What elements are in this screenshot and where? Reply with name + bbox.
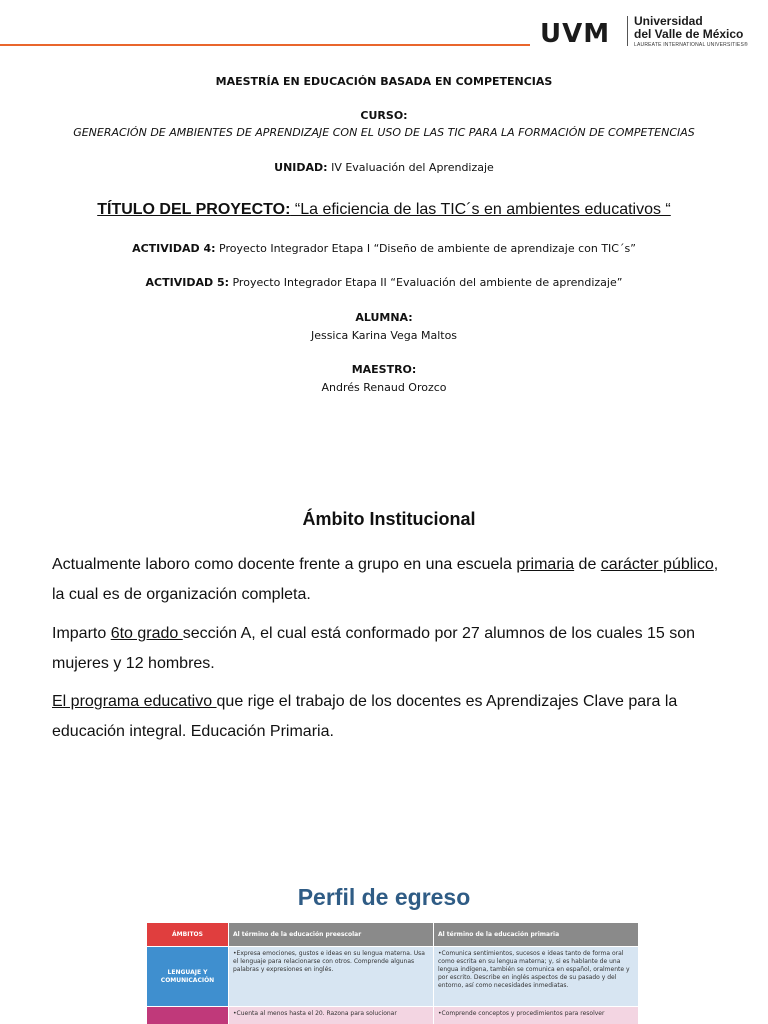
curso-name: GENERACIÓN DE AMBIENTES DE APRENDIZAJE CON EL USO DE LAS TIC PARA LA FORMACIÓN DE COMPETENCIAS [73,126,695,139]
logo-mark: UVM [540,19,611,49]
logo-name-line2: del Valle de México [634,27,744,41]
unidad-line [0,161,768,175]
row-ambito: LENGUAJE Y COMUNICACIÓN [147,947,229,1007]
paragraph-3 [52,687,722,747]
row-ambito [147,1007,229,1024]
alumna-name: Jessica Karina Vega Maltos [310,329,458,342]
header-primaria: Al término de la educación primaria [434,923,639,947]
p2-text-b: sección A, el cual está conformado por 27 alumnos de los cuales 15 son mujeres y 12 hombres. [52,625,696,672]
header-preescolar: Al término de la educación preescolar [229,923,434,947]
p2-text-a: Imparto [52,625,111,642]
header-ambitos: ÁMBITOS [147,923,229,947]
maestro-name: Andrés Renaud Orozco [321,381,447,394]
header-rule [0,44,530,46]
row-preescolar: •Expresa emociones, gustos e ideas en su lengua materna. Usa el lenguaje para relacionarse con otros. Comprende algunas palabras y expresiones en inglés. [229,947,434,1007]
p1-underline-caracter: carácter público [600,556,714,573]
row-primaria: •Comprende conceptos y procedimientos para resolver [434,1007,639,1024]
project-title-value: “La eficiencia de las TIC´s en ambientes educativos “ [290,201,671,218]
project-title-label: TÍTULO DEL PROYECTO: [97,201,291,218]
curso-label: CURSO: [360,109,408,122]
p1-underline-primaria: primaria [516,556,575,573]
paragraph-2 [52,619,722,679]
row-preescolar: •Cuenta al menos hasta el 20. Razona para solucionar [229,1007,434,1024]
maestro-label: MAESTRO: [351,363,417,376]
table-row [147,1007,639,1024]
actividad4-line [0,242,768,256]
p3-text-b: que rige el trabajo de los docentes es Aprendizajes Clave para la educación integral. Educación Primaria. [52,693,678,740]
unidad-value: IV Evaluación del Aprendizaje [327,161,494,174]
actividad5-value: Proyecto Integrador Etapa II “Evaluación del ambiente de aprendizaje” [229,276,623,289]
actividad5-line [0,276,768,290]
actividad5-label: ACTIVIDAD 5: [145,276,229,289]
alumna-label: ALUMNA: [355,311,413,324]
actividad4-label: ACTIVIDAD 4: [132,242,216,255]
p1-text-c: , la cual es de organización completa. [52,556,719,603]
p1-text-b: de [574,556,601,573]
perfil-title: Perfil de egreso [297,884,471,910]
p3-underline-programa: El programa educativo [52,693,217,710]
p2-underline-grado: 6to grado [110,625,183,642]
logo-subtitle: LAUREATE INTERNATIONAL UNIVERSITIES® [634,42,748,48]
logo-divider [627,16,628,46]
logo-name-line1: Universidad [634,14,703,28]
row-primaria: •Comunica sentimientos, sucesos e ideas tanto de forma oral como escrita en su lengua materna; y, si es hablante de una lengua indígena, también se comunica en español, oralmente y por escrito. Describe en inglés aspectos de su pasado y del entorno, así como necesidades inmediatas. [434,947,639,1007]
project-title-line [0,203,768,218]
actividad4-value: Proyecto Integrador Etapa I “Diseño de ambiente de aprendizaje con TIC´s” [215,242,636,255]
unidad-label: UNIDAD: [274,161,328,174]
program-title: MAESTRÍA EN EDUCACIÓN BASADA EN COMPETENCIAS [215,75,553,88]
uvm-logo [540,14,748,50]
section-title: Ámbito Institucional [302,509,476,529]
perfil-table [146,922,639,1024]
paragraph-1 [52,550,722,610]
table-row [147,947,639,1007]
table-header-row [147,923,639,947]
p1-text-a: Actualmente laboro como docente frente a grupo en una escuela [52,556,517,573]
